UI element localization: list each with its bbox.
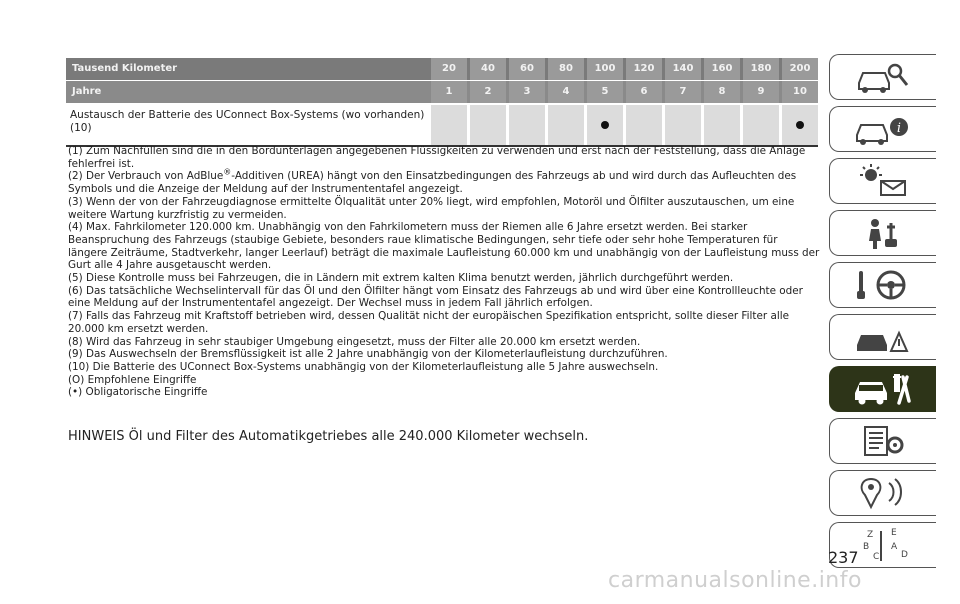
footnote: (1) Zum Nachfüllen sind die in den Bordunterlagen angegebenen Flüssigkeiten zu verwenden und erst nach der Feststellung, dass die Anlage fehlerfrei ist.: [68, 145, 806, 170]
chapter-tab-7[interactable]: [829, 366, 936, 412]
header-cell: 20: [431, 58, 467, 80]
table-cell: [704, 105, 740, 145]
svg-text:C: C: [873, 552, 880, 562]
header-cell: 40: [470, 58, 506, 80]
svg-text:E: E: [891, 528, 897, 538]
technical-data-icon: [851, 423, 915, 459]
footnote: (4) Max. Fahrkilometer 120.000 km. Unabhängig von den Fahrkilometern muss der Riemen alle 6 Jahre ersetzt werden. Bei starker Beanspruchung des Fahrzeugs (staubige Gebiete, besonders raue klimatische Bedingungen, sehr tiefe oder sehr hohe Temperaturen für längere Zeiträume, Stadtverkehr, langer Leerlauf) beträgt die maximale Laufleistung 60.000 km und unabhängig von der Laufleistung muss der Gurt alle 4 Jahre ausgetauscht werden.: [68, 221, 820, 272]
chapter-tab-9[interactable]: [829, 470, 936, 516]
footnote: (3) Wenn der von der Fahrzeugdiagnose ermittelte Ölqualität unter 20% liegt, wird empfohlen, Motoröl und Ölfilter auszutauschen, um eine weitere Wartung kurzfristig zu vermeiden.: [68, 195, 795, 221]
footnote-adblue: [68, 167, 820, 196]
table-cell: [743, 105, 779, 145]
car-search-icon: [851, 59, 915, 95]
svg-text:i: i: [896, 121, 902, 136]
chapter-tab-2[interactable]: [829, 106, 936, 152]
footnote: (O) Empfohlene Eingriffe: [68, 373, 197, 386]
steering-wheel-icon: [851, 267, 915, 303]
table-cell: [431, 105, 467, 145]
svg-text:A: A: [891, 542, 898, 552]
header-cell: 7: [665, 81, 701, 103]
chapter-tab-3[interactable]: [829, 158, 936, 204]
chapter-tab-4[interactable]: [829, 210, 936, 256]
header-cell: 8: [704, 81, 740, 103]
header-cell: 6: [626, 81, 662, 103]
header-km-cells: [431, 58, 818, 80]
mandatory-dot: [796, 121, 804, 129]
car-breakdown-icon: [851, 319, 915, 355]
header-cell: 10: [782, 81, 818, 103]
car-service-icon: [851, 371, 915, 407]
header-cell: 1: [431, 81, 467, 103]
header-km-label: Tausend Kilometer: [72, 63, 178, 74]
footnote: (6) Das tatsächliche Wechselintervall für das Öl und den Ölfilter hängt vom Einsatz des Fahrzeugs ab und wird über eine Kontrollleuchte oder eine Meldung auf der Instrumententafel angezeigt. Der Wechsel muss in jedem Fall jährlich erfolgen.: [68, 284, 803, 310]
table-cell: [665, 105, 701, 145]
chapter-tab-1[interactable]: [829, 54, 936, 100]
header-years-label: Jahre: [72, 86, 102, 97]
svg-text:Z: Z: [867, 530, 874, 540]
header-cell: 5: [587, 81, 623, 103]
footnote: (5) Diese Kontrolle muss bei Fahrzeugen, die in Ländern mit extrem kalten Klima benutzt werden, jährlich durchgeführt werden.: [68, 272, 734, 285]
header-cell: 3: [509, 81, 545, 103]
header-row-years: [66, 81, 818, 103]
note2-after: -Additiven (UREA) hängt von den Einsatzbedingungen des Fahrzeugs ab und wird durch das Aufleuchten des Symbols und die Anzeige der Meldung auf der Instrumententafel angezeigt.: [68, 170, 797, 196]
table-cell: [548, 105, 584, 145]
row-cells: [431, 105, 818, 145]
header-years-cells: [431, 81, 818, 103]
header-cell: 60: [509, 58, 545, 80]
mandatory-dot: [601, 121, 609, 129]
page-number: 237: [828, 548, 859, 567]
index-icon: [851, 527, 915, 563]
header-cell: 140: [665, 58, 701, 80]
note2-before: (2) Der Verbrauch von AdBlue: [68, 170, 224, 183]
chapter-tab-8[interactable]: [829, 418, 936, 464]
footnote: (•) Obligatorische Eingriffe: [68, 386, 208, 399]
warning-lights-icon: [851, 163, 915, 199]
chapter-tab-6[interactable]: [829, 314, 936, 360]
footnote: (9) Das Auswechseln der Bremsflüssigkeit ist alle 2 Jahre unabhängig von der Kilometerlaufleistung durchzuführen.: [68, 348, 668, 361]
hinweis-note: HINWEIS Öl und Filter des Automatikgetriebes alle 240.000 Kilometer wechseln.: [68, 429, 589, 444]
table-cell: [626, 105, 662, 145]
header-cell: 9: [743, 81, 779, 103]
table-cell: [587, 105, 623, 145]
maintenance-table: [66, 58, 818, 147]
row-note-ref: (10): [70, 122, 92, 134]
row-label-text: Austausch der Batterie des UConnect Box-Systems (wo vorhanden): [70, 109, 425, 121]
header-cell: 120: [626, 58, 662, 80]
table-cell: [509, 105, 545, 145]
header-cell: 200: [782, 58, 818, 80]
multimedia-icon: [851, 475, 915, 511]
header-cell: 80: [548, 58, 584, 80]
chapter-tabs: [829, 54, 936, 574]
row-label: [66, 105, 431, 145]
chapter-tab-5[interactable]: [829, 262, 936, 308]
table-row: [66, 105, 818, 147]
svg-text:D: D: [901, 550, 908, 560]
header-cell: 100: [587, 58, 623, 80]
safety-icon: [851, 215, 915, 251]
header-row-km: [66, 58, 818, 80]
header-cell: 4: [548, 81, 584, 103]
table-cell: [470, 105, 506, 145]
footnote: (8) Wird das Fahrzeug in sehr staubiger Umgebung eingesetzt, muss der Filter alle 20.000 km ersetzt werden.: [68, 335, 641, 348]
svg-text:B: B: [863, 542, 870, 552]
footnote: (7) Falls das Fahrzeug mit Kraftstoff betrieben wird, dessen Qualität nicht der europäischen Spezifikation entspricht, sollte dieser Filter alle 20.000 km ersetzt werden.: [68, 310, 789, 335]
car-info-icon: [851, 111, 915, 147]
registered-mark: ®: [223, 167, 232, 177]
header-cell: 2: [470, 81, 506, 103]
header-cell: 180: [743, 58, 779, 80]
header-cell: 160: [704, 58, 740, 80]
watermark: carmanualsonline.info: [608, 568, 862, 593]
footnotes: [68, 145, 820, 399]
footnote: (10) Die Batterie des UConnect Box-Systems unabhängig von der Kilometerlaufleistung alle 5 Jahre auswechseln.: [68, 360, 659, 373]
table-cell: [782, 105, 818, 145]
